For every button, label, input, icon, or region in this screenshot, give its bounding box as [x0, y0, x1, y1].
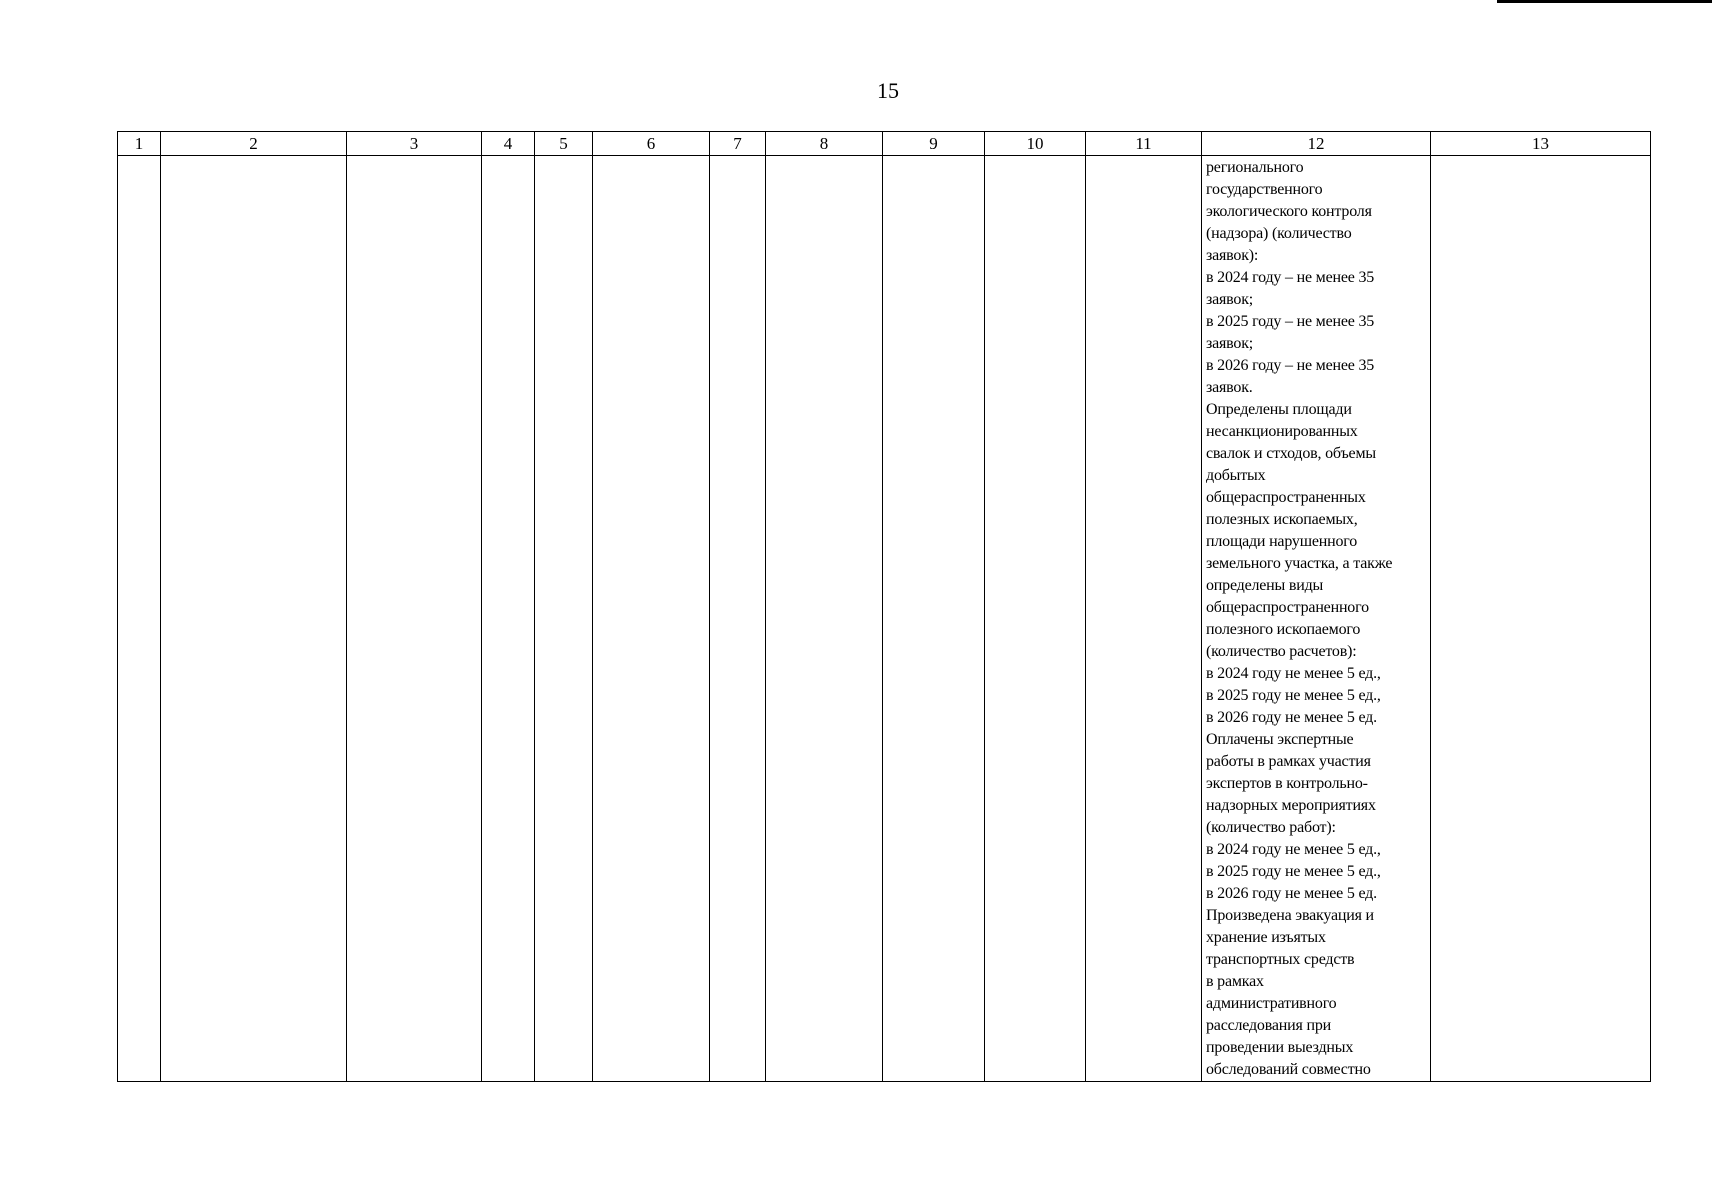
cell-col-12 [1202, 156, 1431, 1082]
column-header-2: 2 [161, 132, 347, 156]
column-header-6: 6 [593, 132, 710, 156]
column-header-11: 11 [1086, 132, 1202, 156]
cell-col-12-text: регионального государственного экологического контроля (надзора) (количество заявок): в 2024 году – не менее 35 заявок; в 2025 году – не менее 35 заявок; в 2026 году – не менее 35 заявок. Определены площади несанкционированных свалок и стходов, объемы добытых общераспространенных полезных ископаемых, площади нарушенного земельного участка, а также определены виды общераспространенного полезного ископаемого (количество расчетов): в 2024 году не менее 5 ед., в 2025 году не менее 5 ед., в 2026 году не менее 5 ед. Оплачены экспертные работы в рамках участия экспертов в контрольно- надзорных мероприятиях (количество работ): в 2024 году не менее 5 ед., в 2025 году не менее 5 ед., в 2026 году не менее 5 ед. Произведена эвакуация и хранение изъятых транспортных средств в рамках административного расследования при проведении выездных обследований совместно [1206, 159, 1393, 1078]
cell-col-10 [985, 156, 1086, 1082]
column-header-8: 8 [766, 132, 883, 156]
cell-col-9 [883, 156, 985, 1082]
column-header-12: 12 [1202, 132, 1431, 156]
cell-col-5 [535, 156, 593, 1082]
header-row [118, 132, 1651, 156]
column-header-5: 5 [535, 132, 593, 156]
cell-col-1 [118, 156, 161, 1082]
table-row [118, 156, 1651, 1082]
column-header-3: 3 [347, 132, 482, 156]
cell-col-4 [482, 156, 535, 1082]
column-header-13: 13 [1431, 132, 1651, 156]
document-table [117, 131, 1651, 1082]
column-header-7: 7 [710, 132, 766, 156]
scan-corner-mark [1497, 0, 1712, 3]
cell-col-2 [161, 156, 347, 1082]
page-number: 15 [877, 78, 899, 103]
column-header-1: 1 [118, 132, 161, 156]
cell-col-8 [766, 156, 883, 1082]
column-header-10: 10 [985, 132, 1086, 156]
cell-col-7 [710, 156, 766, 1082]
cell-col-13 [1431, 156, 1651, 1082]
cell-col-11 [1086, 156, 1202, 1082]
cell-col-3 [347, 156, 482, 1082]
cell-col-6 [593, 156, 710, 1082]
column-header-9: 9 [883, 132, 985, 156]
column-header-4: 4 [482, 132, 535, 156]
